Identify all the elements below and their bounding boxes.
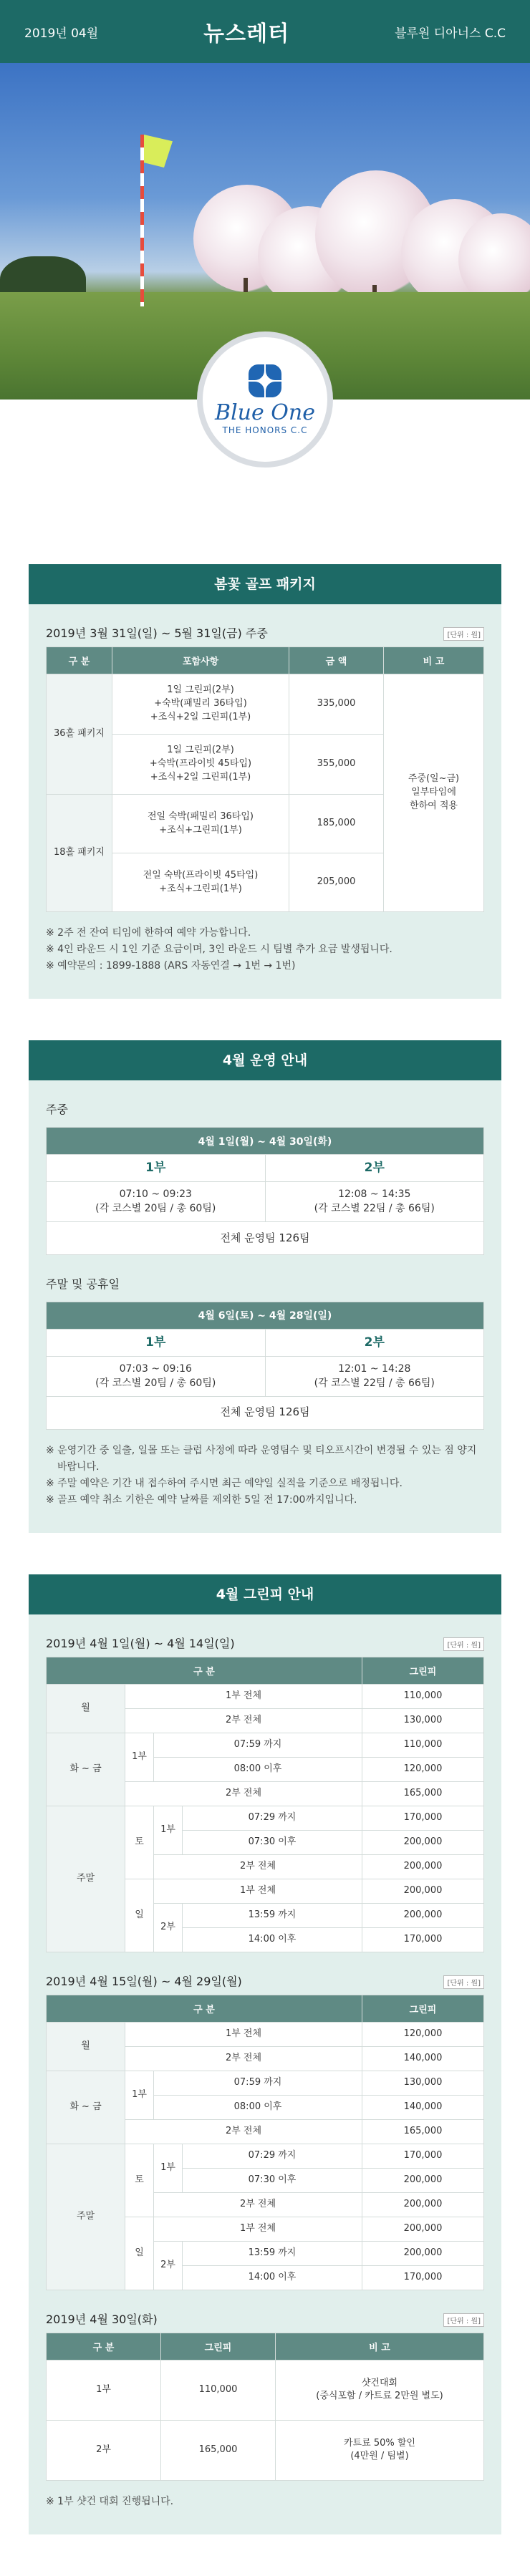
package-price: 185,000 xyxy=(289,795,384,853)
package-desc: 전일 숙박(패밀리 36타입) +조식+그린피(1부) xyxy=(112,795,289,853)
part2-label: 2부 xyxy=(265,1155,484,1182)
col-header: 그린피 xyxy=(362,1995,484,2022)
part2-time: 12:01 ~ 14:28 (각 코스별 22팀 / 총 66팀) xyxy=(265,1356,484,1396)
fee-value: 200,000 xyxy=(362,2241,484,2265)
fee-value: 165,000 xyxy=(161,2420,276,2480)
part1-time: 07:10 ~ 09:23 (각 코스별 20팀 / 총 60팀) xyxy=(47,1181,266,1221)
fee-value: 200,000 xyxy=(362,1879,484,1903)
package-price: 335,000 xyxy=(289,674,384,735)
col-header: 포함사항 xyxy=(112,647,289,674)
unit-label: [단위 : 원] xyxy=(443,627,484,641)
day-label: 월 xyxy=(47,2022,125,2071)
fee-value: 200,000 xyxy=(362,1854,484,1879)
greenfee-section xyxy=(29,1574,501,2534)
note-line: ※ 주말 예약은 기간 내 접수하여 주시면 최근 예약일 실적을 기준으로 배정됩니다. xyxy=(46,1477,403,1489)
greenfee-period: 2019년 4월 30일(화) xyxy=(46,2312,158,2326)
fee-value: 110,000 xyxy=(362,1733,484,1757)
unit-label: [단위 : 원] xyxy=(443,1975,484,1989)
fee-value: 165,000 xyxy=(362,2119,484,2144)
club-name: 블루원 디아너스 C.C xyxy=(395,26,506,41)
weekday-label: 주중 xyxy=(46,1103,68,1117)
operation-notes xyxy=(46,1443,484,1509)
fee-note: 샷건대회 (중식포함 / 카트료 2만원 별도) xyxy=(276,2360,484,2420)
fee-value: 170,000 xyxy=(362,2265,484,2290)
package-period: 2019년 3월 31일(일) ~ 5월 31일(금) 주중 xyxy=(46,626,268,640)
part1-time: 07:03 ~ 09:16 (각 코스별 20팀 / 총 60팀) xyxy=(47,1356,266,1396)
fee-value: 200,000 xyxy=(362,1830,484,1854)
fee-value: 170,000 xyxy=(362,2144,484,2168)
total-teams: 전체 운영팀 126팀 xyxy=(47,1396,484,1429)
package-notes xyxy=(46,925,484,974)
greenfee-table-a: 구 분 그린피 월 1부 전체 110,000 2부 전체 130,000 화 ~ 금 1부 07:59 까지 110,000 08:00 이후 120,000 2부 전체 165,000 주말 토 1부 07:29 까지 170,000 07:30 이후 200,000 2부 전체 200,000 일 1부 전체 200,000 2부 13:59 까지 200,000 14:00 이후 170,000 xyxy=(46,1657,484,1952)
package-group: 18홀 패키지 xyxy=(47,795,112,912)
col-header: 비 고 xyxy=(384,647,484,674)
fee-value: 165,000 xyxy=(362,1781,484,1806)
package-table xyxy=(46,647,484,912)
operation-section xyxy=(29,1040,501,1533)
package-price: 355,000 xyxy=(289,735,384,795)
fee-value: 200,000 xyxy=(362,2192,484,2217)
day-label: 주말 xyxy=(47,2144,125,2290)
day-label: 화 ~ 금 xyxy=(47,1733,125,1806)
header-bar xyxy=(0,0,530,63)
package-desc: 1일 그린피(2부) +숙박(프라이빗 45타입) +조식+2일 그린피(1부) xyxy=(112,735,289,795)
day-label: 주말 xyxy=(47,1806,125,1952)
day-label: 화 ~ 금 xyxy=(47,2071,125,2144)
total-teams: 전체 운영팀 126팀 xyxy=(47,1221,484,1254)
fee-note: 카트료 50% 할인 (4만원 / 팀별) xyxy=(276,2420,484,2480)
fee-value: 200,000 xyxy=(362,2168,484,2192)
weekday-table xyxy=(46,1127,484,1255)
package-note: 주중(일~금) 일부타임에 한하여 적용 xyxy=(384,674,484,912)
greenfee-period: 2019년 4월 15일(월) ~ 4월 29일(월) xyxy=(46,1974,242,1988)
fee-value: 130,000 xyxy=(362,2071,484,2095)
flag-icon xyxy=(144,135,173,168)
note-line: ※ 1부 샷건 대회 진행됩니다. xyxy=(46,2495,174,2507)
unit-label: [단위 : 원] xyxy=(443,1637,484,1651)
col-header: 비 고 xyxy=(276,2333,484,2360)
flower-mark-icon xyxy=(249,364,281,397)
fee-value: 140,000 xyxy=(362,2095,484,2119)
package-desc: 전일 숙박(프라이빗 45타입) +조식+그린피(1부) xyxy=(112,853,289,912)
fee-value: 110,000 xyxy=(362,1684,484,1708)
fee-value: 120,000 xyxy=(362,1757,484,1781)
fee-value: 200,000 xyxy=(362,2217,484,2241)
newsletter-title: 뉴스레터 xyxy=(203,21,290,47)
greenfee-table-c: 구 분 그린피 비 고 1부 110,000 샷건대회 (중식포함 / 카트료 2만원 별도) 2부 165,000 카트료 50% 할인 (4만원 / 팀별) xyxy=(46,2333,484,2481)
section-title: 4월 운영 안내 xyxy=(29,1040,501,1080)
package-desc: 1일 그린피(2부) +숙박(패밀리 36타입) +조식+2일 그린피(1부) xyxy=(112,674,289,735)
weekday-range: 4월 1일(월) ~ 4월 30일(화) xyxy=(47,1128,484,1155)
note-line: ※ 예약문의 : 1899-1888 (ARS 자동연결 → 1번 → 1번) xyxy=(46,960,296,972)
greenfee-notes xyxy=(46,2494,484,2510)
weekend-table xyxy=(46,1302,484,1430)
issue-date: 2019년 04월 xyxy=(24,26,99,41)
unit-label: [단위 : 원] xyxy=(443,2313,484,2327)
flag-pole xyxy=(140,135,144,306)
col-header: 금 액 xyxy=(289,647,384,674)
col-header: 구 분 xyxy=(47,1657,362,1684)
day-label: 월 xyxy=(47,1684,125,1733)
part1-label: 1부 xyxy=(47,1155,266,1182)
fee-value: 110,000 xyxy=(161,2360,276,2420)
col-header: 구 분 xyxy=(47,2333,161,2360)
logo-sub-text: THE HONORS C.C xyxy=(222,425,308,435)
logo-brand-text: Blue One xyxy=(215,400,315,425)
fee-value: 200,000 xyxy=(362,1903,484,1927)
fee-value: 130,000 xyxy=(362,1708,484,1733)
weekend-range: 4월 6일(토) ~ 4월 28일(일) xyxy=(47,1302,484,1329)
part1-label: 1부 xyxy=(47,1329,266,1356)
spring-package-section xyxy=(29,564,501,999)
fee-value: 140,000 xyxy=(362,2046,484,2071)
weekend-label: 주말 및 공휴일 xyxy=(46,1277,120,1291)
package-price: 205,000 xyxy=(289,853,384,912)
col-header: 그린피 xyxy=(362,1657,484,1684)
section-title: 4월 그린피 안내 xyxy=(29,1574,501,1614)
note-line: ※ 4인 라운드 시 1인 기준 요금이며, 3인 라운드 시 팀별 추가 요금 발생됩니다. xyxy=(46,944,392,956)
note-line: ※ 운영기간 중 일출, 일몰 또는 클럽 사정에 따라 운영팀수 및 티오프시간이 변경될 수 있는 점 양지바랍니다. xyxy=(46,1444,477,1473)
logo-area xyxy=(0,400,530,564)
col-header: 구 분 xyxy=(47,1995,362,2022)
note-line: ※ 2주 전 잔여 티임에 한하여 예약 가능합니다. xyxy=(46,927,251,939)
part2-label: 2부 xyxy=(265,1329,484,1356)
fee-value: 170,000 xyxy=(362,1927,484,1952)
fee-value: 120,000 xyxy=(362,2022,484,2046)
blueone-logo xyxy=(197,331,333,468)
col-header: 그린피 xyxy=(161,2333,276,2360)
part2-time: 12:08 ~ 14:35 (각 코스별 22팀 / 총 66팀) xyxy=(265,1181,484,1221)
note-line: ※ 골프 예약 취소 기한은 예약 날짜를 제외한 5일 전 17:00까지입니다. xyxy=(46,1493,357,1506)
package-group: 36홀 패키지 xyxy=(47,674,112,795)
greenfee-period: 2019년 4월 1일(월) ~ 4월 14일(일) xyxy=(46,1636,235,1650)
col-header: 구 분 xyxy=(47,647,112,674)
fee-value: 170,000 xyxy=(362,1806,484,1830)
greenfee-table-b: 구 분 그린피 월 1부 전체 120,000 2부 전체 140,000 화 ~ 금 1부 07:59 까지 130,000 08:00 이후 140,000 2부 전체 165,000 주말 토 1부 07:29 까지 170,000 07:30 이후 200,000 2부 전체 200,000 일 1부 전체 200,000 2부 13:59 까지 200,000 14:00 이후 170,000 xyxy=(46,1995,484,2290)
section-title: 봄꽃 골프 패키지 xyxy=(29,564,501,604)
